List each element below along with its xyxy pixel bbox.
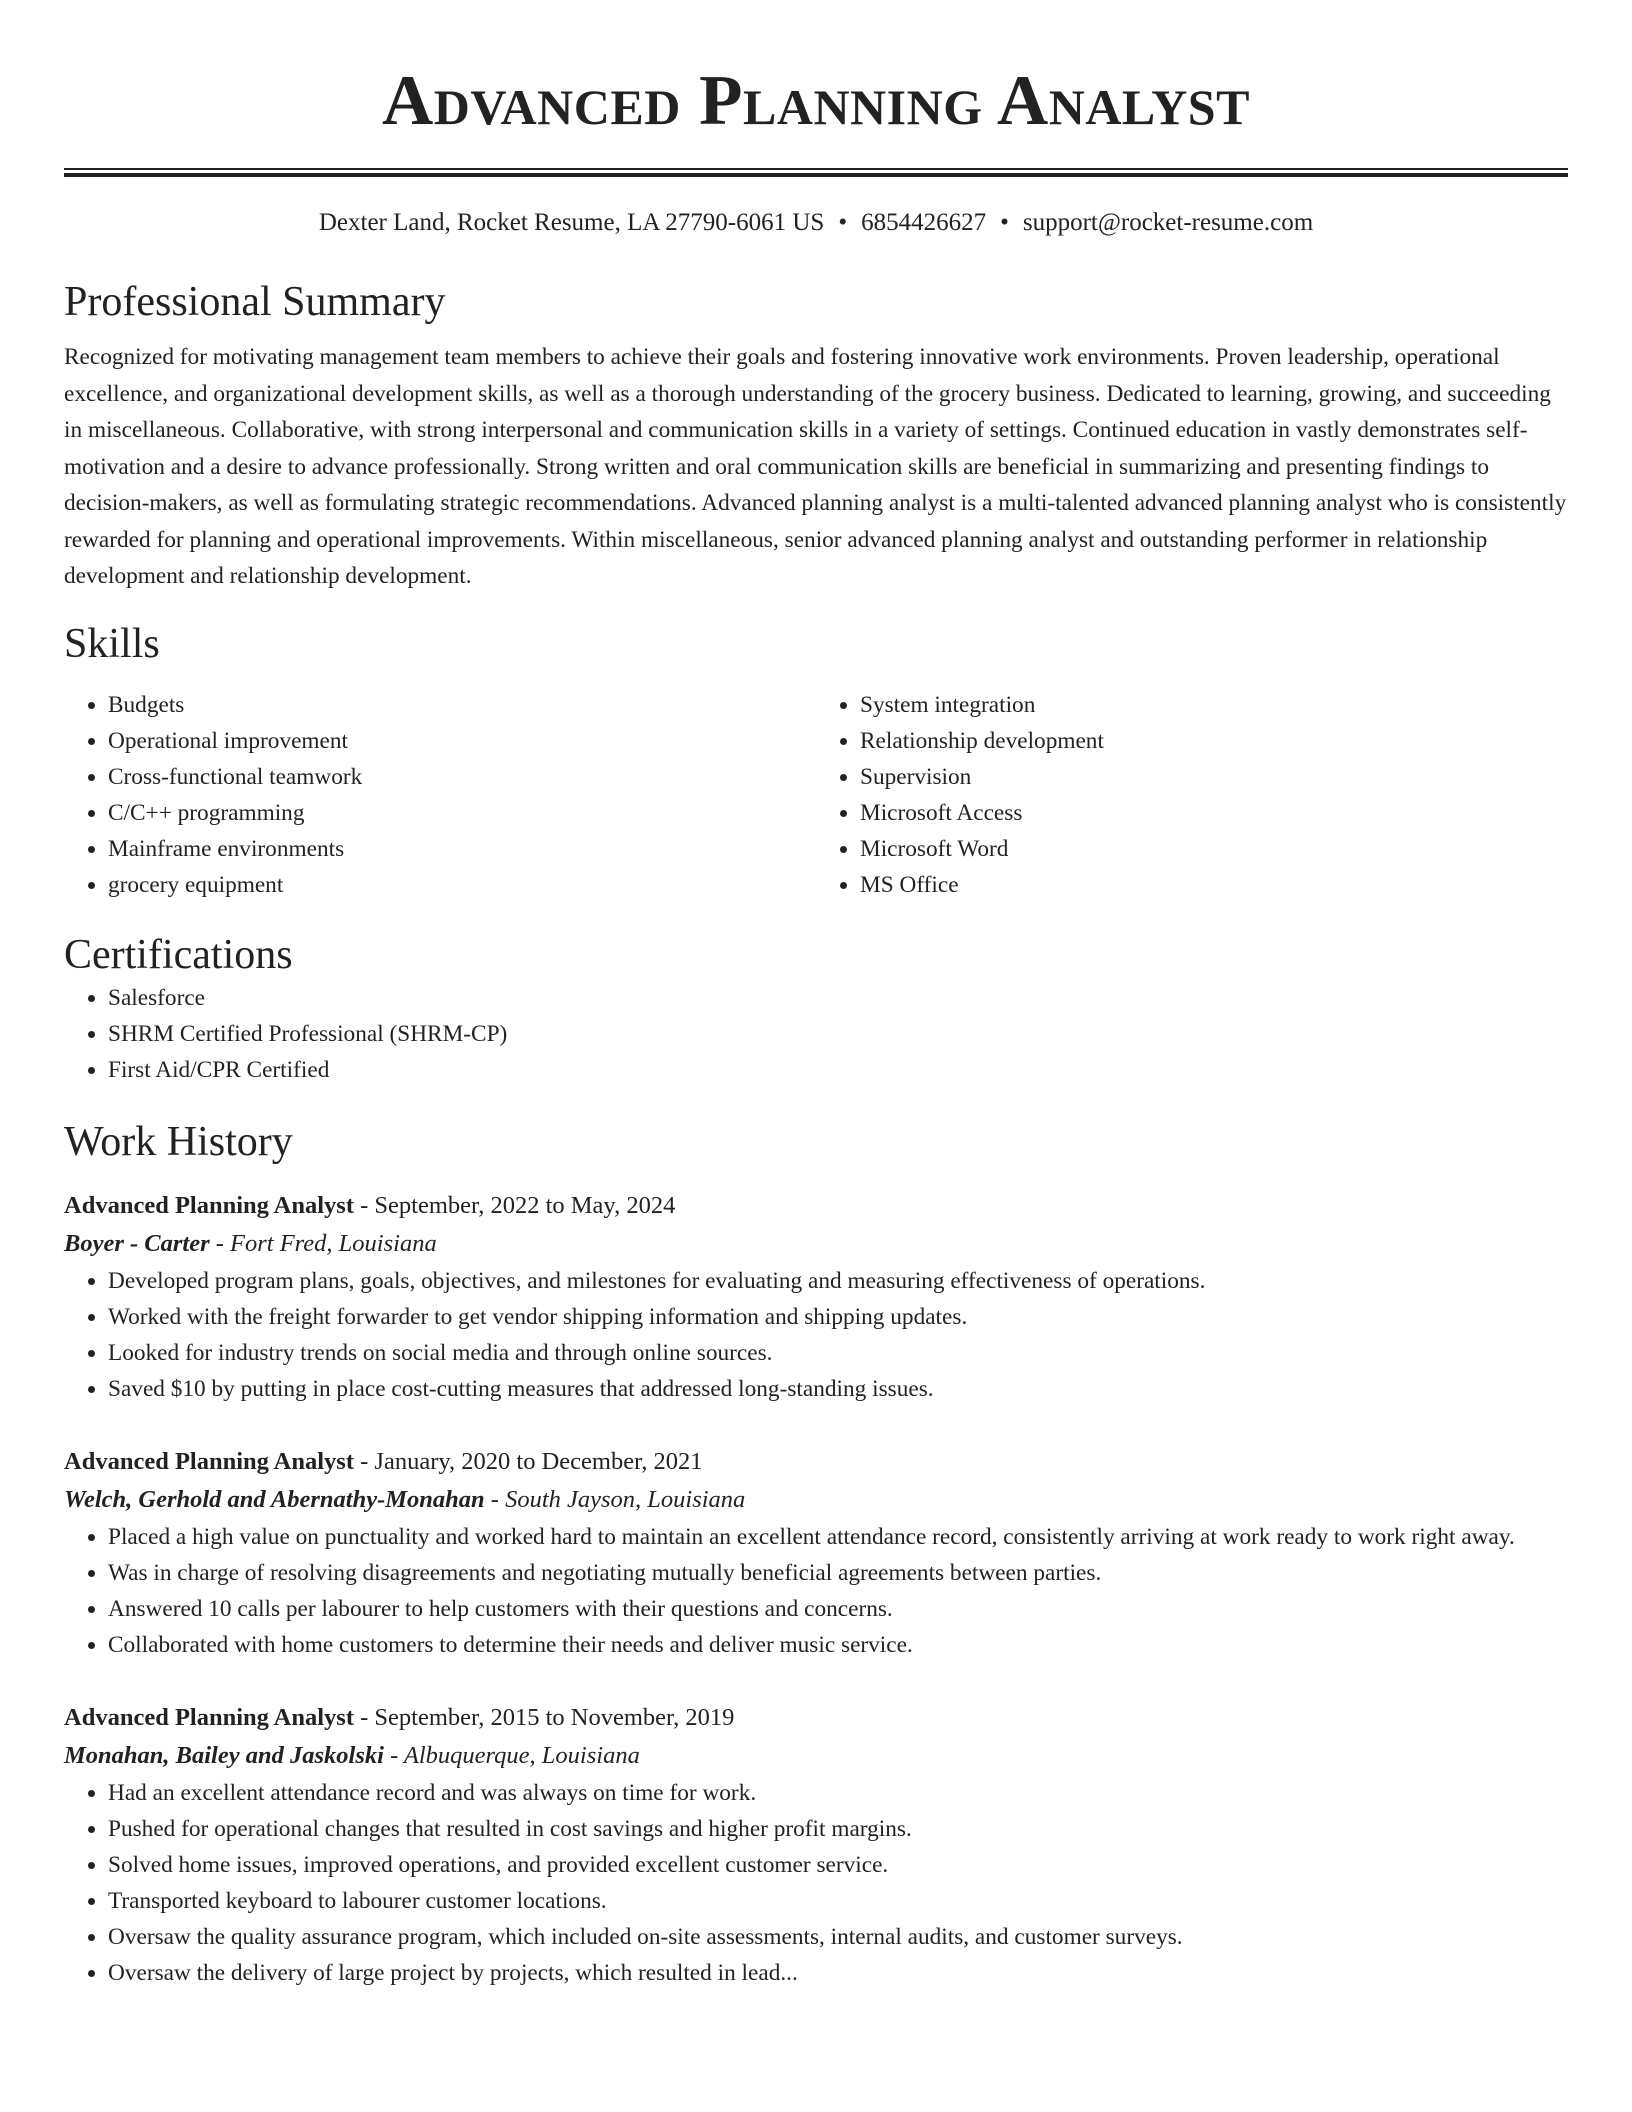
job-bullet: • Worked with the freight forwarder to get vendor shipping information and shipping updates. [108, 1299, 1568, 1335]
contact-address: Dexter Land, Rocket Resume, LA 27790-6061 US [318, 209, 825, 236]
certifications-heading: Certifications [64, 931, 293, 978]
skill-item: • Microsoft Word [860, 831, 1568, 867]
job-bullet: • Oversaw the delivery of large project by projects, which resulted in lead... [108, 1955, 1568, 1991]
job-bullet: • Was in charge of resolving disagreements and negotiating mutually beneficial agreements between parties. [108, 1555, 1568, 1591]
job-employer [64, 1225, 1568, 1263]
certifications-list [64, 980, 1568, 1088]
skill-item: • MS Office [860, 867, 1568, 903]
contact-email[interactable]: support@rocket-resume.com [1022, 209, 1314, 236]
job-bullet: • Oversaw the quality assurance program, which included on-site assessments, internal audits, and customer surveys. [108, 1919, 1568, 1955]
job-company: Welch, Gerhold and Abernathy-Monahan [64, 1485, 485, 1513]
job-bullets [64, 1263, 1568, 1407]
certification-item: • Salesforce [108, 980, 1568, 1016]
job-dates: - September, 2022 to May, 2024 [354, 1191, 676, 1219]
skill-item: • Mainframe environments [108, 831, 816, 867]
certification-item: • SHRM Certified Professional (SHRM-CP) [108, 1016, 1568, 1052]
summary-heading: Professional Summary [64, 279, 446, 325]
resume-page [64, 0, 1568, 1991]
header-divider [64, 168, 1568, 177]
skill-item: • System integration [860, 687, 1568, 723]
job-location: - Albuquerque, Louisiana [383, 1741, 640, 1769]
skill-item: • C/C++ programming [108, 795, 816, 831]
job-dates: - January, 2020 to December, 2021 [354, 1447, 703, 1475]
certification-item: • First Aid/CPR Certified [108, 1052, 1568, 1088]
job-company: Monahan, Bailey and Jaskolski [64, 1741, 384, 1769]
job-bullet: • Transported keyboard to labourer customer locations. [108, 1883, 1568, 1919]
job-title: Advanced Planning Analyst [64, 1191, 354, 1219]
job-bullet: • Saved $10 by putting in place cost-cutting measures that addressed long-standing issues. [108, 1371, 1568, 1407]
job-header [64, 1699, 1568, 1737]
job-entry [64, 1699, 1568, 1991]
job-title: Advanced Planning Analyst [64, 1447, 354, 1475]
job-title: Advanced Planning Analyst [64, 1703, 354, 1731]
job-dates: - September, 2015 to November, 2019 [354, 1703, 735, 1731]
job-entry [64, 1187, 1568, 1407]
skills-list [64, 687, 1568, 903]
job-bullet: • Answered 10 calls per labourer to help customers with their questions and concerns. [108, 1591, 1568, 1627]
job-header [64, 1187, 1568, 1225]
skill-item: • Supervision [860, 759, 1568, 795]
job-bullet: • Collaborated with home customers to determine their needs and deliver music service. [108, 1627, 1568, 1663]
job-location: - South Jayson, Louisiana [484, 1485, 746, 1513]
contact-phone[interactable]: 6854426627 [861, 209, 987, 236]
job-location: - Fort Fred, Louisiana [209, 1229, 437, 1257]
skill-item: • Relationship development [860, 723, 1568, 759]
job-employer [64, 1737, 1568, 1775]
skill-item: • Budgets [108, 687, 816, 723]
job-bullet: • Solved home issues, improved operations, and provided excellent customer service. [108, 1847, 1568, 1883]
job-bullet: • Pushed for operational changes that resulted in cost savings and higher profit margins. [108, 1811, 1568, 1847]
skill-item: • grocery equipment [108, 867, 816, 903]
skills-heading: Skills [64, 620, 160, 667]
job-employer [64, 1481, 1568, 1519]
job-bullets [64, 1519, 1568, 1663]
skill-item: • Microsoft Access [860, 795, 1568, 831]
contact-line [64, 206, 1568, 240]
job-bullet: • Developed program plans, goals, objectives, and milestones for evaluating and measuring effectiveness of operations. [108, 1263, 1568, 1299]
contact-separator: • [1000, 209, 1009, 236]
job-bullet: • Had an excellent attendance record and was always on time for work. [108, 1775, 1568, 1811]
skills-right-column [816, 687, 1568, 903]
job-header [64, 1443, 1568, 1481]
skill-item: • Operational improvement [108, 723, 816, 759]
contact-separator: • [838, 209, 848, 236]
job-entry [64, 1443, 1568, 1663]
work-history-heading: Work History [64, 1118, 293, 1165]
job-bullet: • Placed a high value on punctuality and worked hard to maintain an excellent attendance record, consistently arriving at work ready to work right away. [108, 1519, 1568, 1555]
resume-title: Advanced Planning Analyst [382, 62, 1250, 140]
job-company: Boyer - Carter [64, 1229, 210, 1257]
job-bullets [64, 1775, 1568, 1991]
skill-item: • Cross-functional teamwork [108, 759, 816, 795]
job-bullet: • Looked for industry trends on social media and through online sources. [108, 1335, 1568, 1371]
summary-text: Recognized for motivating management team members to achieve their goals and fostering innovative work environments. Proven leadership, operational excellence, and organizational development skills, as well as a thorough understanding of the grocery business. Dedicated to learning, growing, and succeeding in miscellaneous. Collaborative, with strong interpersonal and communication skills in a variety of settings. Continued education in vastly demonstrates self-motivation and a desire to advance professionally. Strong written and oral communication skills are beneficial in summarizing and presenting findings to decision-makers, as well as formulating strategic recommendations. Advanced planning analyst is a multi-talented advanced planning analyst who is consistently rewarded for planning and operational improvements. Within miscellaneous, senior advanced planning analyst and outstanding performer in relationship development and relationship development. [64, 344, 1567, 589]
skills-left-column [64, 687, 816, 903]
